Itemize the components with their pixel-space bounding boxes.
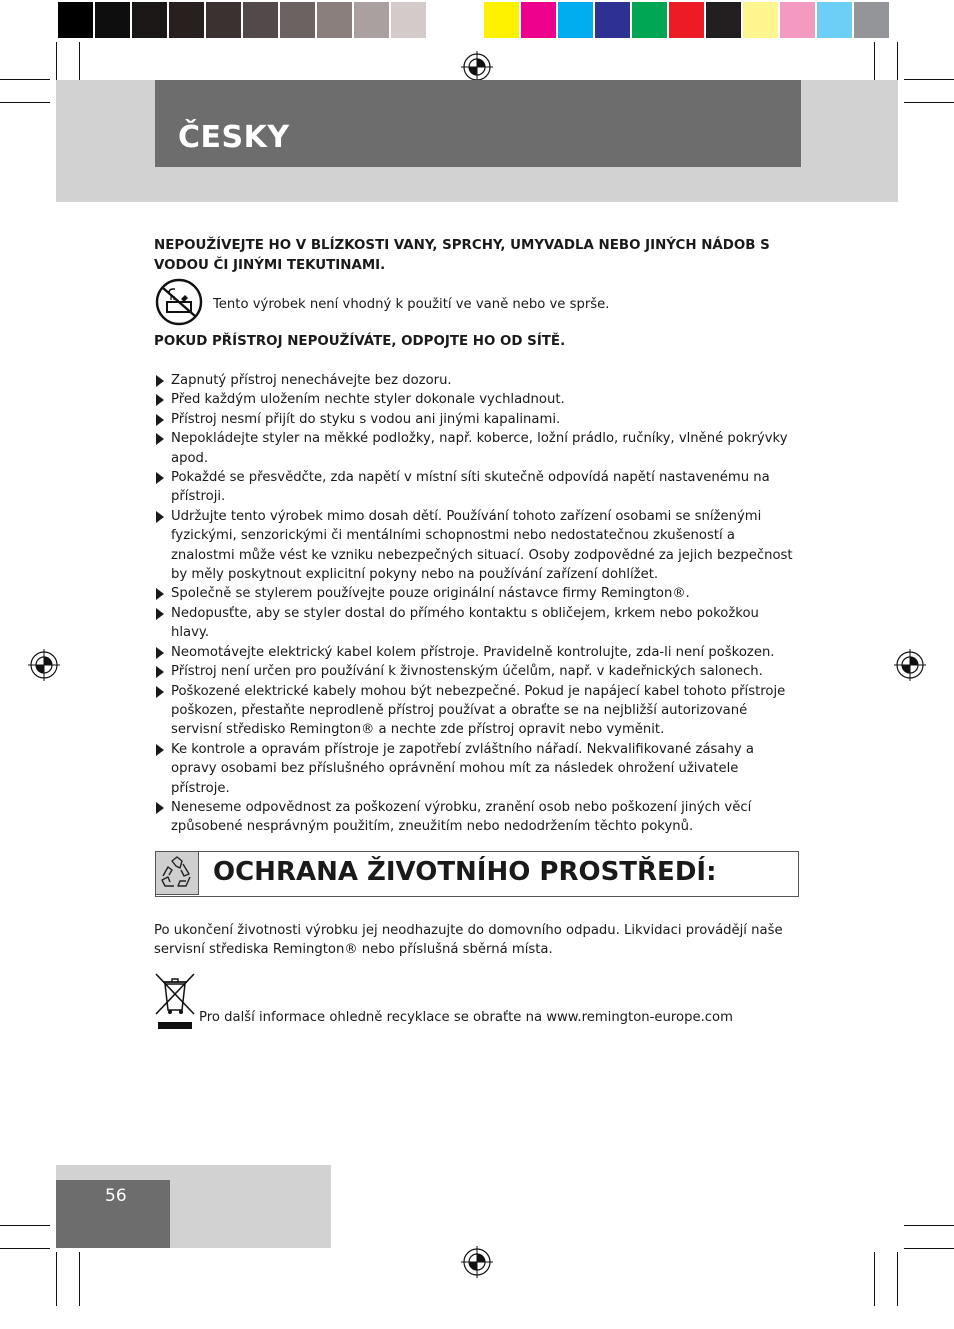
color-swatch bbox=[243, 2, 278, 38]
list-item: Poškozené elektrické kabely mohou být nebezpečné. Pokud je napájecí kabel tohoto přístroje poškozen, přestaňte neprodleně přístroj používat a obraťte se na nejbližší autorizované servisní středisko Remington® a nechte zde přístroj opravit nebo vyměnit. bbox=[154, 682, 798, 740]
list-item: Neneseme odpovědnost za poškození výrobku, zranění osob nebo poškození jiných věcí způsobené nesprávným použitím, zneužitím nebo nedodržením těchto pokynů. bbox=[154, 798, 798, 837]
crop-mark bbox=[904, 1225, 954, 1226]
color-swatch bbox=[317, 2, 352, 38]
color-swatch bbox=[132, 2, 167, 38]
color-swatch bbox=[817, 2, 852, 38]
color-swatch bbox=[854, 2, 889, 38]
color-strip-right bbox=[484, 2, 891, 38]
color-swatch bbox=[206, 2, 241, 38]
arrow-right-icon bbox=[156, 394, 164, 406]
color-swatch bbox=[632, 2, 667, 38]
crop-mark bbox=[897, 42, 898, 84]
color-swatch bbox=[669, 2, 704, 38]
color-swatch bbox=[95, 2, 130, 38]
color-swatch bbox=[391, 2, 426, 38]
list-item: Nedopusťte, aby se styler dostal do přímého kontaktu s obličejem, krkem nebo pokožkou hlavy. bbox=[154, 604, 798, 643]
crop-mark bbox=[904, 102, 954, 103]
crossed-bin-icon bbox=[154, 972, 196, 1032]
crop-mark bbox=[874, 1252, 875, 1306]
color-swatch bbox=[169, 2, 204, 38]
warning-heading: NEPOUŽÍVEJTE HO V BLÍZKOSTI VANY, SPRCHY, UMYVADLA NEBO JINÝCH NÁDOB S VODOU ČI JINÝMI TEKUTINAMI. bbox=[154, 238, 770, 273]
color-strip-left bbox=[58, 2, 465, 38]
unplug-heading: POKUD PŘÍSTROJ NEPOUŽÍVÁTE, ODPOJTE HO OD SÍTĚ. bbox=[154, 334, 566, 349]
arrow-right-icon bbox=[156, 647, 164, 659]
list-item: Ke kontrole a opravám přístroje je zapotřebí zvláštního nářadí. Nekvalifikované zásahy a opravy osobami bez příslušného oprávnění mohou mít za následek ohrožení uživatele přístroje. bbox=[154, 740, 798, 798]
crop-mark bbox=[56, 1252, 57, 1306]
crop-mark bbox=[56, 42, 57, 84]
crop-mark bbox=[897, 1252, 898, 1306]
arrow-right-icon bbox=[156, 802, 164, 814]
color-swatch bbox=[743, 2, 778, 38]
crop-mark bbox=[0, 102, 50, 103]
crop-mark bbox=[0, 79, 50, 80]
color-swatch bbox=[484, 2, 519, 38]
color-swatch bbox=[58, 2, 93, 38]
recycle-info-text: Pro další informace ohledně recyklace se obraťte na www.remington-europe.com bbox=[199, 1010, 733, 1025]
recycle-icon bbox=[159, 855, 195, 891]
registration-target-icon bbox=[28, 649, 60, 681]
list-item: Společně se stylerem používejte pouze originální nástavce firmy Remington®. bbox=[154, 584, 798, 603]
arrow-right-icon bbox=[156, 588, 164, 600]
color-swatch bbox=[706, 2, 741, 38]
list-item: Neomotávejte elektrický kabel kolem přístroje. Pravidelně kontrolujte, zda-li není poškozen. bbox=[154, 643, 798, 662]
page-number: 56 bbox=[105, 1186, 127, 1206]
color-swatch bbox=[780, 2, 815, 38]
crop-mark bbox=[874, 42, 875, 84]
color-swatch bbox=[558, 2, 593, 38]
no-bath-text: Tento výrobek není vhodný k použití ve vaně nebo ve sprše. bbox=[213, 297, 610, 312]
crop-mark bbox=[904, 79, 954, 80]
list-item: Přístroj není určen pro používání k živnostenským účelům, např. v kadeřnických salonech. bbox=[154, 662, 798, 681]
page-title: ČESKY bbox=[178, 120, 290, 155]
arrow-right-icon bbox=[156, 414, 164, 426]
crop-mark bbox=[0, 1225, 50, 1226]
registration-target-icon bbox=[461, 1246, 493, 1278]
recycle-icon-box bbox=[155, 851, 199, 895]
crop-mark bbox=[79, 1252, 80, 1306]
color-swatch bbox=[354, 2, 389, 38]
crop-mark bbox=[79, 42, 80, 84]
color-swatch bbox=[280, 2, 315, 38]
environment-paragraph: Po ukončení životnosti výrobku jej neodhazujte do domovního odpadu. Likvidaci provádějí naše servisní střediska Remington® nebo příslušná sběrná místa. bbox=[154, 923, 783, 958]
safety-list bbox=[154, 371, 798, 837]
color-swatch bbox=[521, 2, 556, 38]
list-item: Pokaždé se přesvědčte, zda napětí v místní síti skutečně odpovídá napětí nastavenému na přístroji. bbox=[154, 468, 798, 507]
arrow-right-icon bbox=[156, 472, 164, 484]
list-item: Přístroj nesmí přijít do styku s vodou ani jinými kapalinami. bbox=[154, 410, 798, 429]
arrow-right-icon bbox=[156, 375, 164, 387]
arrow-right-icon bbox=[156, 608, 164, 620]
color-swatch bbox=[595, 2, 630, 38]
list-item: Před každým uložením nechte styler dokonale vychladnout. bbox=[154, 390, 798, 409]
arrow-right-icon bbox=[156, 744, 164, 756]
crop-mark bbox=[0, 1248, 50, 1249]
no-bath-icon bbox=[154, 278, 204, 326]
registration-target-icon bbox=[894, 649, 926, 681]
list-item: Zapnutý přístroj nenechávejte bez dozoru. bbox=[154, 371, 798, 390]
arrow-right-icon bbox=[156, 666, 164, 678]
arrow-right-icon bbox=[156, 433, 164, 445]
crop-mark bbox=[904, 1248, 954, 1249]
environment-title: OCHRANA ŽIVOTNÍHO PROSTŘEDÍ: bbox=[213, 857, 717, 887]
color-swatch bbox=[428, 2, 463, 38]
list-item: Udržujte tento výrobek mimo dosah dětí. Používání tohoto zařízení osobami se sníženými fyzickými, senzorickými či mentálními schopnostmi nebo nedostatečnou zkušeností a znalostmi může vést ke vzniku nebezpečných situací. Osoby zodpovědné za jejich bezpečnost by měly poskytnout explicitní pokyny nebo na používání zařízení dohlížet. bbox=[154, 507, 798, 585]
arrow-right-icon bbox=[156, 686, 164, 698]
arrow-right-icon bbox=[156, 511, 164, 523]
list-item: Nepokládejte styler na měkké podložky, např. koberce, ložní prádlo, ručníky, vlněné pokrývky apod. bbox=[154, 429, 798, 468]
registration-target-icon bbox=[461, 51, 493, 83]
